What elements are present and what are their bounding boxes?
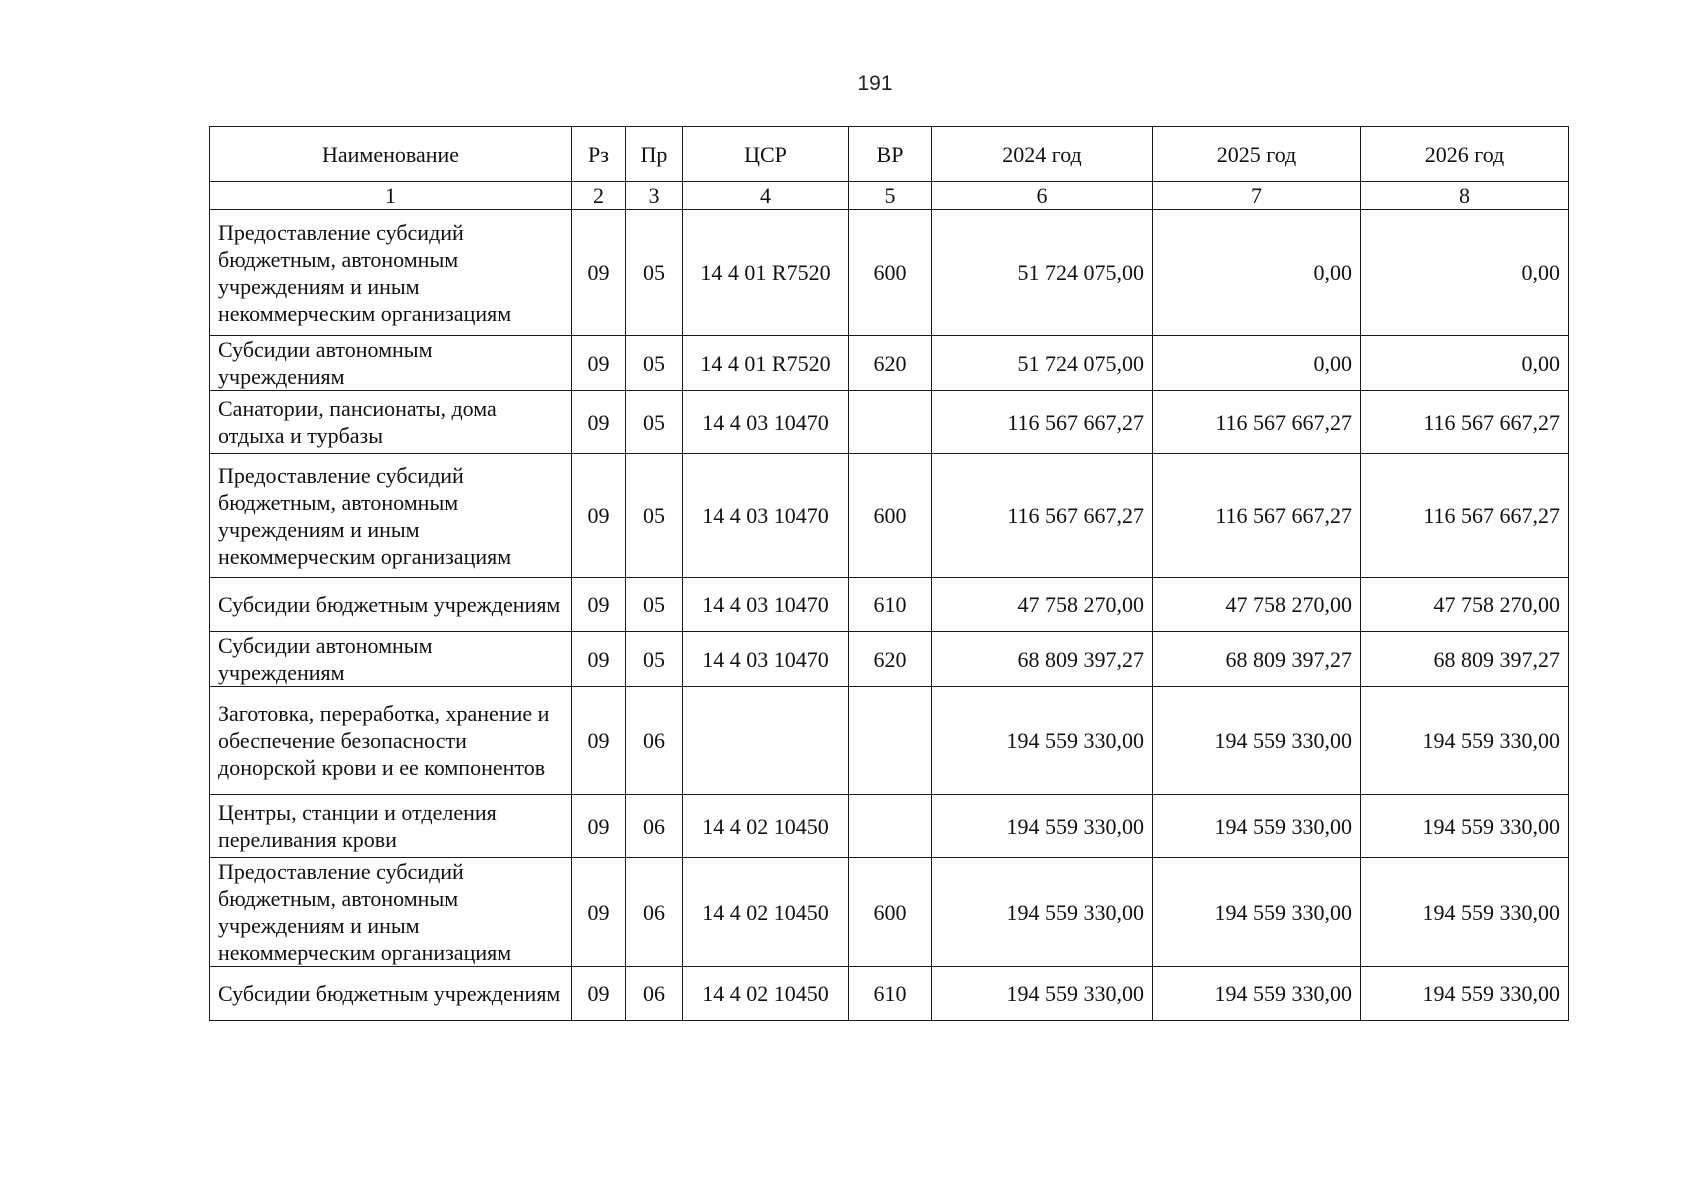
column-number: 4 <box>683 182 849 210</box>
column-header-vr: ВР <box>849 127 932 182</box>
row-amount-2024: 47 758 270,00 <box>932 578 1153 632</box>
column-header-csr: ЦСР <box>683 127 849 182</box>
row-name: Субсидии бюджетным учреждениям <box>210 967 572 1021</box>
row-amount-2024: 51 724 075,00 <box>932 336 1153 391</box>
header-row <box>210 127 1569 182</box>
row-pr: 05 <box>626 632 683 687</box>
row-csr: 14 4 01 R7520 <box>683 210 849 336</box>
row-rz: 09 <box>572 391 626 454</box>
budget-table <box>209 126 1569 1021</box>
row-name: Заготовка, переработка, хранение и обеспечение безопасности донорской крови и ее компонентов <box>210 687 572 795</box>
row-amount-2025: 194 559 330,00 <box>1153 858 1361 967</box>
row-name: Субсидии автономным учреждениям <box>210 632 572 687</box>
column-header-rz: Рз <box>572 127 626 182</box>
table-row <box>210 391 1569 454</box>
table-row <box>210 336 1569 391</box>
row-vr <box>849 391 932 454</box>
row-rz: 09 <box>572 454 626 578</box>
row-rz: 09 <box>572 687 626 795</box>
row-pr: 06 <box>626 967 683 1021</box>
row-amount-2026: 0,00 <box>1361 210 1569 336</box>
row-vr: 610 <box>849 967 932 1021</box>
column-number: 2 <box>572 182 626 210</box>
page-number: 191 <box>857 72 893 95</box>
row-rz: 09 <box>572 858 626 967</box>
row-amount-2024: 194 559 330,00 <box>932 967 1153 1021</box>
row-amount-2026: 116 567 667,27 <box>1361 454 1569 578</box>
row-vr: 600 <box>849 210 932 336</box>
row-vr <box>849 795 932 858</box>
column-number: 8 <box>1361 182 1569 210</box>
row-vr: 620 <box>849 336 932 391</box>
row-amount-2024: 68 809 397,27 <box>932 632 1153 687</box>
row-amount-2024: 194 559 330,00 <box>932 687 1153 795</box>
row-rz: 09 <box>572 336 626 391</box>
row-pr: 05 <box>626 336 683 391</box>
row-csr: 14 4 02 10450 <box>683 795 849 858</box>
row-name: Санатории, пансионаты, дома отдыха и турбазы <box>210 391 572 454</box>
row-amount-2024: 194 559 330,00 <box>932 795 1153 858</box>
row-name: Субсидии автономным учреждениям <box>210 336 572 391</box>
row-rz: 09 <box>572 632 626 687</box>
row-csr: 14 4 03 10470 <box>683 632 849 687</box>
column-header-pr: Пр <box>626 127 683 182</box>
column-header-2026: 2026 год <box>1361 127 1569 182</box>
row-amount-2025: 194 559 330,00 <box>1153 687 1361 795</box>
row-csr: 14 4 02 10450 <box>683 967 849 1021</box>
row-amount-2026: 0,00 <box>1361 336 1569 391</box>
row-name: Предоставление субсидий бюджетным, автономным учреждениям и иным некоммерческим организациям <box>210 858 572 967</box>
row-vr: 600 <box>849 858 932 967</box>
row-amount-2024: 194 559 330,00 <box>932 858 1153 967</box>
row-vr <box>849 687 932 795</box>
table-row <box>210 210 1569 336</box>
row-vr: 610 <box>849 578 932 632</box>
column-header-2024: 2024 год <box>932 127 1153 182</box>
column-number: 1 <box>210 182 572 210</box>
row-amount-2025: 194 559 330,00 <box>1153 967 1361 1021</box>
row-pr: 05 <box>626 391 683 454</box>
row-csr: 14 4 03 10470 <box>683 578 849 632</box>
column-number: 7 <box>1153 182 1361 210</box>
row-csr: 14 4 03 10470 <box>683 454 849 578</box>
row-amount-2026: 194 559 330,00 <box>1361 795 1569 858</box>
row-rz: 09 <box>572 210 626 336</box>
row-name: Субсидии бюджетным учреждениям <box>210 578 572 632</box>
row-amount-2025: 0,00 <box>1153 336 1361 391</box>
row-pr: 06 <box>626 795 683 858</box>
table-row <box>210 858 1569 967</box>
table-row <box>210 632 1569 687</box>
row-vr: 600 <box>849 454 932 578</box>
row-rz: 09 <box>572 967 626 1021</box>
row-amount-2025: 116 567 667,27 <box>1153 391 1361 454</box>
row-amount-2026: 68 809 397,27 <box>1361 632 1569 687</box>
row-amount-2026: 116 567 667,27 <box>1361 391 1569 454</box>
row-amount-2025: 116 567 667,27 <box>1153 454 1361 578</box>
row-amount-2026: 194 559 330,00 <box>1361 967 1569 1021</box>
column-number: 6 <box>932 182 1153 210</box>
row-pr: 05 <box>626 210 683 336</box>
row-vr: 620 <box>849 632 932 687</box>
column-number-row <box>210 182 1569 210</box>
row-amount-2024: 116 567 667,27 <box>932 391 1153 454</box>
row-amount-2025: 0,00 <box>1153 210 1361 336</box>
row-amount-2026: 194 559 330,00 <box>1361 858 1569 967</box>
table-row <box>210 967 1569 1021</box>
row-csr: 14 4 03 10470 <box>683 391 849 454</box>
column-number: 5 <box>849 182 932 210</box>
column-header-2025: 2025 год <box>1153 127 1361 182</box>
row-amount-2024: 116 567 667,27 <box>932 454 1153 578</box>
column-number: 3 <box>626 182 683 210</box>
row-amount-2026: 194 559 330,00 <box>1361 687 1569 795</box>
row-rz: 09 <box>572 578 626 632</box>
row-csr <box>683 687 849 795</box>
row-rz: 09 <box>572 795 626 858</box>
row-amount-2024: 51 724 075,00 <box>932 210 1153 336</box>
row-csr: 14 4 02 10450 <box>683 858 849 967</box>
column-header-name: Наименование <box>210 127 572 182</box>
table-row <box>210 795 1569 858</box>
row-pr: 05 <box>626 578 683 632</box>
row-csr: 14 4 01 R7520 <box>683 336 849 391</box>
row-name: Центры, станции и отделения переливания крови <box>210 795 572 858</box>
row-name: Предоставление субсидий бюджетным, автономным учреждениям и иным некоммерческим организациям <box>210 454 572 578</box>
table-row <box>210 578 1569 632</box>
table-row <box>210 454 1569 578</box>
row-pr: 06 <box>626 687 683 795</box>
row-amount-2025: 194 559 330,00 <box>1153 795 1361 858</box>
row-pr: 06 <box>626 858 683 967</box>
row-pr: 05 <box>626 454 683 578</box>
row-amount-2025: 47 758 270,00 <box>1153 578 1361 632</box>
row-name: Предоставление субсидий бюджетным, автономным учреждениям и иным некоммерческим организациям <box>210 210 572 336</box>
row-amount-2025: 68 809 397,27 <box>1153 632 1361 687</box>
table-row <box>210 687 1569 795</box>
row-amount-2026: 47 758 270,00 <box>1361 578 1569 632</box>
